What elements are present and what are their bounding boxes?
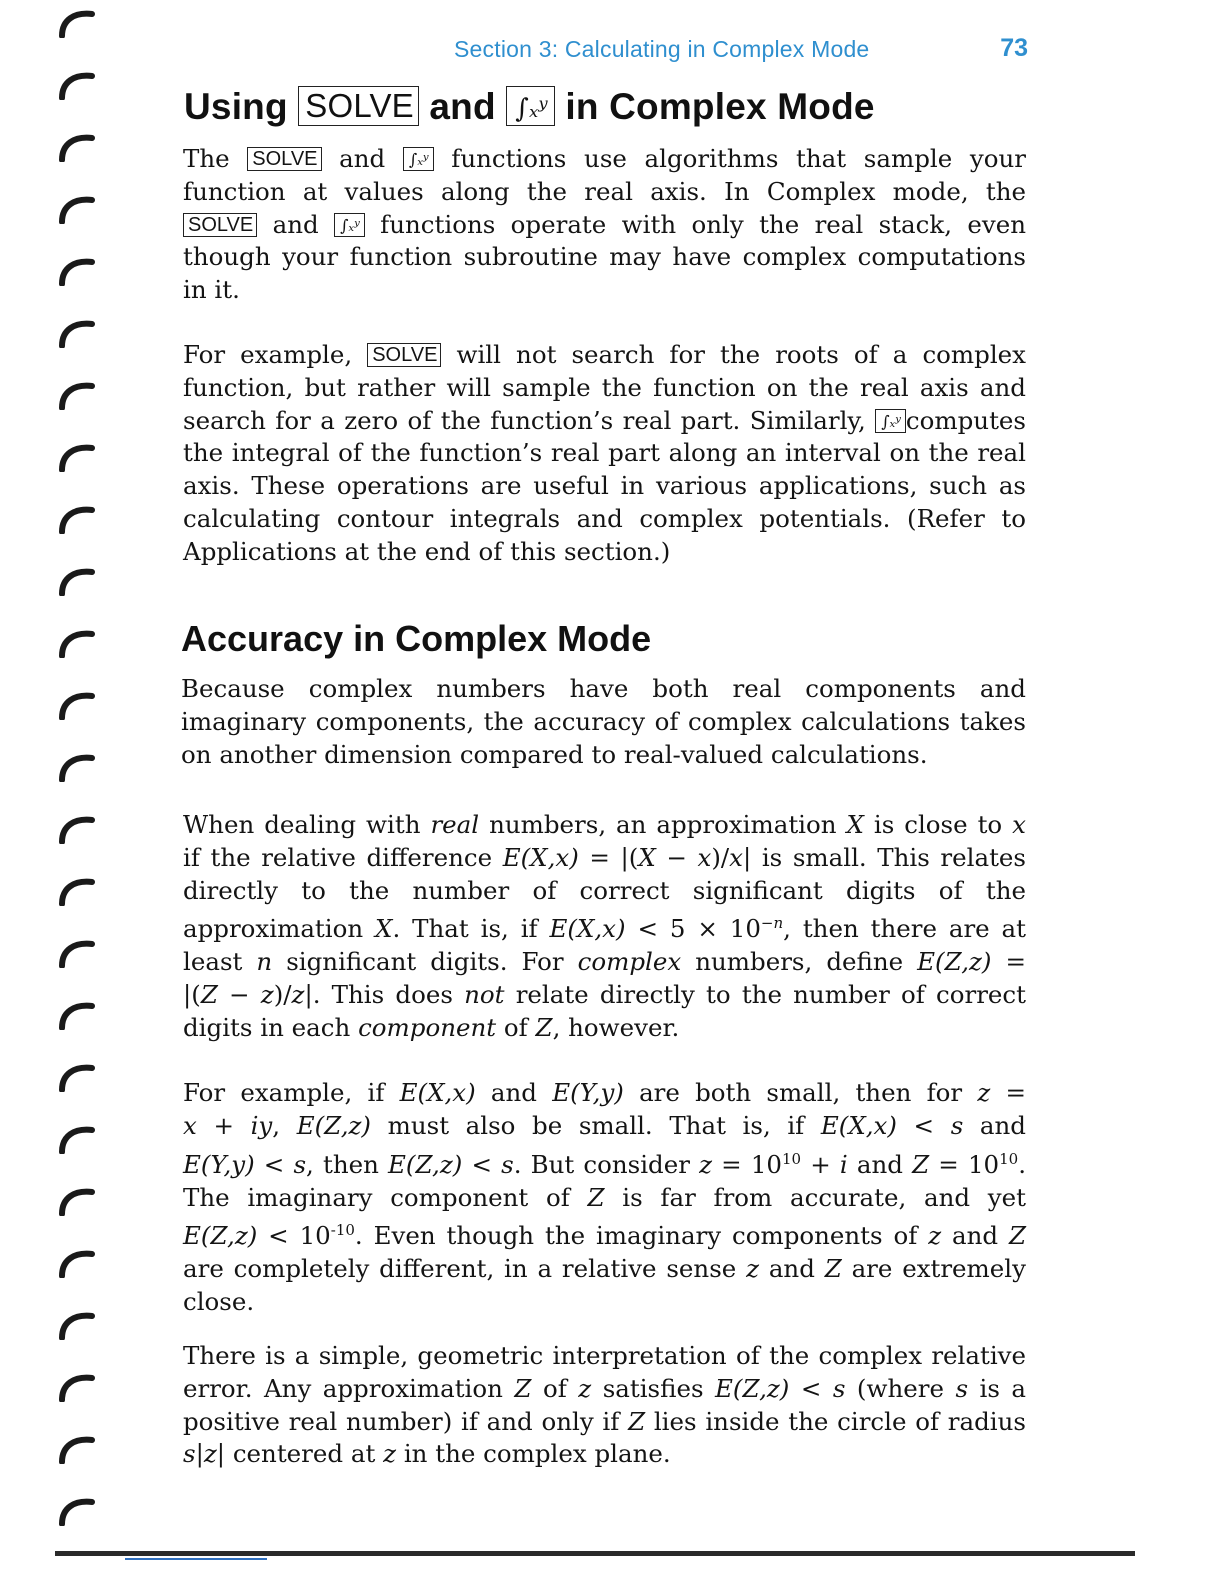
text: Z — [587, 1182, 605, 1212]
text: not — [464, 980, 505, 1010]
text-line — [183, 405, 1026, 438]
text: and — [272, 209, 319, 239]
text: of — [542, 1373, 567, 1403]
paragraph-intro — [183, 143, 1026, 307]
text-line: close. — [183, 1287, 255, 1317]
binding-ring-icon — [56, 1000, 100, 1030]
text: (where — [856, 1373, 944, 1403]
text: X − x — [638, 842, 712, 872]
text: | — [195, 1439, 204, 1469]
text-line — [183, 1406, 1026, 1439]
text: error. Any approximation — [183, 1373, 503, 1403]
binding-ring-icon — [56, 70, 100, 100]
text: = |( — [578, 842, 639, 872]
text-line: There is a simple, geometric interpretation of the complex relative — [183, 1341, 1026, 1370]
text: Z — [628, 1406, 646, 1436]
text: z — [699, 1149, 713, 1179]
text: s — [832, 1373, 846, 1403]
text: For example, if — [183, 1078, 385, 1107]
binding-ring-icon — [56, 1124, 100, 1154]
text-line: the integral of the function’s real part along an interval on the real — [183, 438, 1026, 468]
binding-ring-icon — [56, 256, 100, 286]
binding-ring-icon — [56, 1496, 100, 1526]
text: component — [358, 1012, 497, 1042]
text: positive real number) if and only if — [183, 1406, 620, 1436]
text: E(X,x) — [549, 914, 626, 944]
text: z — [383, 1439, 397, 1469]
text: if the relative difference — [183, 842, 493, 872]
text-line — [183, 979, 1026, 1012]
text-line — [183, 1143, 1026, 1182]
binding-ring-icon — [56, 442, 100, 472]
binding-ring-icon — [56, 504, 100, 534]
text: = — [990, 1078, 1026, 1107]
binding-ring-icon — [56, 752, 100, 782]
binding-ring-icon — [56, 1186, 100, 1216]
integrate-key — [506, 86, 555, 126]
text-line: axis. These operations are useful in various applications, such as — [183, 471, 1026, 501]
text: of — [503, 1012, 528, 1042]
text: significant digits. For — [286, 947, 564, 977]
text: is a — [979, 1373, 1027, 1403]
text: Z — [824, 1254, 842, 1284]
text: Z — [535, 1012, 553, 1042]
text: E(Z,z) — [296, 1110, 371, 1140]
text: are extremely — [851, 1254, 1026, 1284]
paragraph-example — [183, 339, 1026, 569]
text: 10 — [782, 1149, 802, 1168]
paragraph-complex-example — [183, 1077, 1026, 1319]
text: < — [896, 1110, 951, 1140]
text: n — [256, 947, 273, 977]
text: = 10 — [929, 1149, 1000, 1179]
text: real — [430, 810, 480, 839]
text: numbers, an approximation — [489, 810, 837, 839]
text-line — [183, 842, 1026, 875]
text: search for a zero of the function’s real part. Similarly, — [183, 405, 866, 435]
heading-accuracy: Accuracy in Complex Mode — [181, 618, 652, 659]
text: centered at — [225, 1439, 376, 1469]
binding-ring-icon — [56, 1434, 100, 1464]
page-number: 73 — [1000, 34, 1028, 62]
text: x — [729, 842, 743, 872]
text: z — [746, 1254, 760, 1284]
solve-key: SOLVE — [247, 147, 321, 171]
text: -10 — [330, 1221, 355, 1240]
heading-word: and — [429, 86, 496, 127]
heading-word: in Complex Mode — [565, 86, 875, 127]
text: , then there are at — [783, 914, 1026, 944]
text: x — [183, 1110, 197, 1140]
binding-ring-icon — [56, 132, 100, 162]
paragraph-geometric — [183, 1340, 1026, 1471]
text: are completely different, in a relative sense — [183, 1254, 737, 1284]
text: and — [768, 1254, 815, 1284]
text-line — [183, 1182, 1026, 1215]
text-line — [183, 209, 1026, 242]
integrate-key — [403, 147, 434, 171]
text: X — [375, 914, 393, 944]
solve-key: SOLVE — [367, 343, 441, 367]
heading-word: Using — [184, 86, 288, 127]
text: i — [839, 1149, 848, 1179]
text: X — [846, 810, 864, 839]
text: is close to — [873, 810, 1003, 839]
text: and — [979, 1110, 1026, 1140]
integral-icon: ∫ₓʸ — [340, 215, 360, 235]
text-line — [183, 1438, 1026, 1471]
text: Z — [912, 1149, 930, 1179]
text-line — [183, 1110, 1026, 1143]
text: , — [272, 1110, 281, 1140]
text: approximation — [183, 914, 364, 944]
footer-rule — [55, 1551, 1135, 1556]
text-line — [183, 1373, 1026, 1406]
text: E(X,x) — [399, 1078, 476, 1107]
running-header — [454, 34, 1034, 68]
text: < 10 — [257, 1221, 331, 1251]
text: . But consider — [513, 1149, 690, 1179]
text: |. This does — [304, 980, 453, 1010]
text: )/ — [711, 842, 730, 872]
text-line: imaginary components, the accuracy of complex calculations takes — [181, 706, 1026, 736]
text: digits in each — [183, 1012, 351, 1042]
text: s — [183, 1439, 196, 1469]
text-line: function at values along the real axis. In Complex mode, the — [183, 176, 1026, 206]
text: E(Y,y) — [183, 1149, 255, 1179]
binding-ring-icon — [56, 318, 100, 348]
text: complex — [577, 947, 682, 977]
solve-key: SOLVE — [183, 213, 257, 237]
binding-ring-icon — [56, 8, 100, 38]
text: s — [955, 1373, 969, 1403]
text: < — [789, 1373, 833, 1403]
text: z — [928, 1221, 942, 1251]
text: For example, — [183, 340, 353, 369]
text: The imaginary component of — [183, 1182, 570, 1212]
text-line: in it. — [183, 275, 240, 305]
text: < — [462, 1149, 502, 1179]
integral-icon: ∫ₓʸ — [515, 94, 548, 124]
integrate-key — [875, 409, 906, 433]
integral-icon: ∫ₓʸ — [408, 150, 429, 169]
text: functions operate with only the real stack, even — [380, 209, 1026, 239]
text: x — [1012, 810, 1026, 839]
binding-ring-icon — [56, 1062, 100, 1092]
text: s — [293, 1149, 307, 1179]
text: . That is, if — [392, 914, 538, 944]
text: Z − z — [200, 980, 274, 1010]
text: + — [801, 1149, 840, 1179]
text-line: Because complex numbers have both real components and — [181, 674, 1026, 703]
paragraph-relative-difference — [183, 809, 1026, 1045]
text: iy — [250, 1110, 273, 1140]
text-line — [183, 809, 1026, 842]
binding-ring-icon — [56, 194, 100, 224]
binding-ring-icon — [56, 690, 100, 720]
text: relate directly to the number of correct — [515, 980, 1026, 1010]
text: The — [183, 144, 230, 173]
text: )/ — [273, 980, 292, 1010]
binding-ring-icon — [56, 876, 100, 906]
binding-ring-icon — [56, 1372, 100, 1402]
text: < — [254, 1149, 294, 1179]
text: . — [1018, 1149, 1027, 1179]
text: s — [950, 1110, 964, 1140]
text: < 5 × 10 — [625, 914, 761, 944]
text: , then — [306, 1149, 379, 1179]
text: . Even though the imaginary components of — [354, 1221, 918, 1251]
text-line — [183, 1012, 1026, 1045]
text: −n — [760, 914, 784, 933]
text: E(Z,z) — [388, 1149, 463, 1179]
text: + — [196, 1110, 251, 1140]
text: z — [578, 1373, 592, 1403]
text: , however. — [552, 1012, 680, 1042]
text: functions use algorithms that sample your — [451, 144, 1026, 173]
text: When dealing with — [183, 810, 421, 839]
text: satisfies — [602, 1373, 704, 1403]
text: computes — [905, 405, 1027, 435]
spiral-binding — [38, 0, 118, 1584]
text-line — [183, 339, 1026, 372]
text: are both small, then for — [639, 1078, 963, 1107]
text: z — [977, 1078, 991, 1107]
text: lies inside the circle of radius — [653, 1406, 1026, 1436]
binding-ring-icon — [56, 628, 100, 658]
text: E(Z,z) — [917, 947, 992, 977]
section-title: Section 3: Calculating in Complex Mode — [454, 36, 870, 62]
text: s — [501, 1149, 514, 1179]
text-line — [183, 907, 1026, 946]
text-line — [183, 1077, 1026, 1110]
binding-ring-icon — [56, 566, 100, 596]
text: and — [856, 1149, 903, 1179]
text: E(Y,y) — [552, 1078, 624, 1107]
text: 10 — [999, 1149, 1019, 1168]
text: is far from accurate, and yet — [622, 1182, 1026, 1212]
text: will not search for the roots of a complex — [456, 340, 1026, 369]
text-line: on another dimension compared to real-valued calculations. — [181, 739, 928, 769]
text: Z — [1008, 1221, 1026, 1251]
text-line: directly to the number of correct significant digits of the — [183, 875, 1026, 905]
solve-key: SOLVE — [298, 86, 419, 126]
text: and — [952, 1221, 999, 1251]
binding-ring-icon — [56, 938, 100, 968]
text: in the complex plane. — [403, 1439, 671, 1469]
text: E(X,x) — [502, 842, 579, 872]
text: E(Z,z) — [183, 1221, 258, 1251]
integrate-key — [334, 213, 365, 237]
text: z — [203, 1439, 217, 1469]
heading-solve-integrate — [184, 86, 875, 128]
binding-ring-icon — [56, 1248, 100, 1278]
text-line: Applications at the end of this section.) — [183, 536, 671, 566]
text: | — [216, 1439, 226, 1469]
text: E(Z,z) — [715, 1373, 790, 1403]
paragraph-accuracy-intro — [181, 673, 1026, 771]
text-line — [183, 1253, 1026, 1286]
text: and — [490, 1078, 537, 1107]
text-line: though your function subroutine may have complex computations — [183, 242, 1026, 272]
binding-ring-icon — [56, 380, 100, 410]
integral-icon: ∫ₓʸ — [881, 411, 901, 431]
text: = — [991, 947, 1027, 977]
text-line — [183, 946, 1026, 979]
text: Z — [514, 1373, 532, 1403]
text: must also be small. That is, if — [387, 1110, 805, 1140]
text: |( — [183, 980, 201, 1010]
text: = 10 — [712, 1149, 782, 1179]
binding-ring-icon — [56, 814, 100, 844]
text: | is small. This relates — [742, 842, 1026, 872]
text-line: calculating contour integrals and complex potentials. (Refer to — [183, 503, 1026, 533]
text-line — [183, 1214, 1026, 1253]
text-line — [183, 143, 1026, 176]
text: numbers, define — [695, 947, 904, 977]
binding-ring-icon — [56, 1310, 100, 1340]
text: E(X,x) — [820, 1110, 897, 1140]
text: z — [291, 980, 305, 1010]
text: and — [339, 144, 386, 173]
footer-accent-rule — [125, 1558, 267, 1560]
text-line: function, but rather will sample the function on the real axis and — [183, 372, 1026, 402]
text: least — [183, 947, 243, 977]
